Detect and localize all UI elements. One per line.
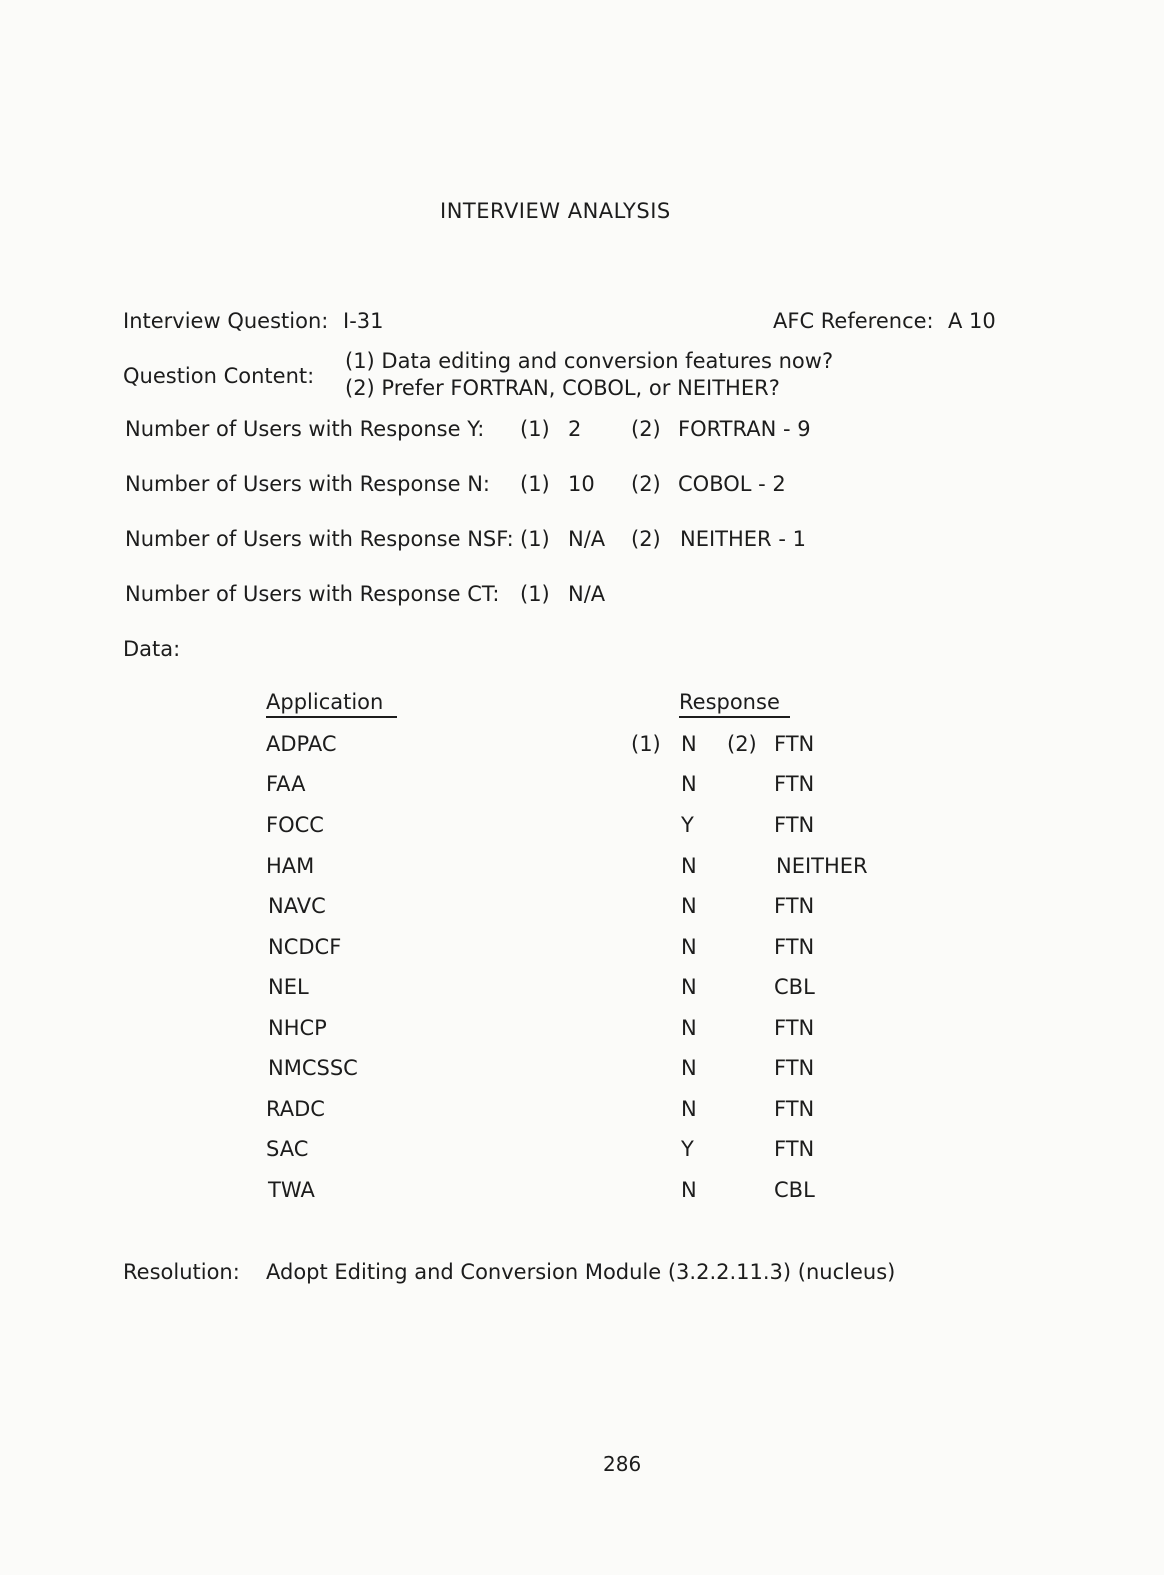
table-cell-response-2: FTN [774,1137,815,1161]
page-number: 286 [603,1452,642,1476]
response-label: Number of Users with Response CT: [125,582,500,606]
table-cell-response-2: CBL [774,1178,815,1202]
interview-question-label: Interview Question: [123,309,329,333]
table-cell-response-1: N [681,1097,697,1121]
table-cell-response-1: N [681,935,697,959]
table-cell-application: NCDCF [268,935,342,959]
table-cell-response-2: FTN [774,1056,815,1080]
table-cell-application: SAC [266,1137,309,1161]
data-label: Data: [123,637,181,661]
table-cell-application: NHCP [268,1016,327,1040]
table-cell-response-1: Y [681,813,694,837]
table-cell-response-1: N [681,1056,697,1080]
response-label: Number of Users with Response N: [125,472,490,496]
table-cell-application: FOCC [266,813,324,837]
table-cell-response-1: N [681,732,697,756]
resolution-text: Adopt Editing and Conversion Module (3.2.2.11.3) (nucleus) [266,1260,896,1284]
table-cell-response-1: N [681,1016,697,1040]
page-title: INTERVIEW ANALYSIS [440,199,671,223]
response-part1-marker: (1) [520,472,550,496]
table-cell-response-1: N [681,772,697,796]
table-cell-response-2: FTN [774,772,815,796]
resolution-label: Resolution: [123,1260,240,1284]
response-part1-marker: (1) [520,582,550,606]
table-cell-response-2: FTN [774,935,815,959]
table-cell-application: NAVC [268,894,326,918]
table-cell-application: ADPAC [266,732,337,756]
table-cell-response-1: Y [681,1137,694,1161]
table-cell-response-1: N [681,894,697,918]
table-cell-response-2: CBL [774,975,815,999]
table-cell-application: NMCSSC [268,1056,358,1080]
afc-reference-label: AFC Reference: [773,309,934,333]
response-label: Number of Users with Response Y: [125,417,485,441]
table-cell-application: FAA [266,772,306,796]
column-header-application: Application [266,689,397,718]
response-part1-value: N/A [568,527,606,551]
table-cell-response-1: N [681,975,697,999]
response-part1-marker: (1) [520,417,550,441]
response-label: Number of Users with Response NSF: [125,527,514,551]
response-part2-value: FORTRAN - 9 [678,417,811,441]
question-content-line-1: (1) Data editing and conversion features now? [345,349,834,373]
response-part1-marker: (1) [520,527,550,551]
table-cell-application: RADC [266,1097,325,1121]
table-cell-application: NEL [268,975,309,999]
response-part2-value: NEITHER - 1 [680,527,806,551]
table-cell-response-2: FTN [774,732,815,756]
response-part1-value: 10 [568,472,595,496]
question-content-label: Question Content: [123,364,315,388]
column-header-response: Response [679,689,790,718]
table-cell-application: TWA [268,1178,315,1202]
response-part1-value: 2 [568,417,582,441]
response-part2-value: COBOL - 2 [678,472,786,496]
part2-marker: (2) [727,732,757,756]
response-part1-value: N/A [568,582,606,606]
part1-marker: (1) [631,732,661,756]
table-cell-response-2: FTN [774,1097,815,1121]
response-part2-marker: (2) [631,472,661,496]
response-part2-marker: (2) [631,527,661,551]
table-cell-response-2: FTN [774,894,815,918]
response-part2-marker: (2) [631,417,661,441]
table-cell-application: HAM [266,854,315,878]
table-cell-response-2: FTN [774,813,815,837]
table-cell-response-1: N [681,854,697,878]
table-cell-response-1: N [681,1178,697,1202]
afc-reference-value: A 10 [948,309,996,333]
table-cell-response-2: NEITHER [776,854,868,878]
interview-question-value: I-31 [343,309,384,333]
table-cell-response-2: FTN [774,1016,815,1040]
question-content-line-2: (2) Prefer FORTRAN, COBOL, or NEITHER? [345,376,780,400]
